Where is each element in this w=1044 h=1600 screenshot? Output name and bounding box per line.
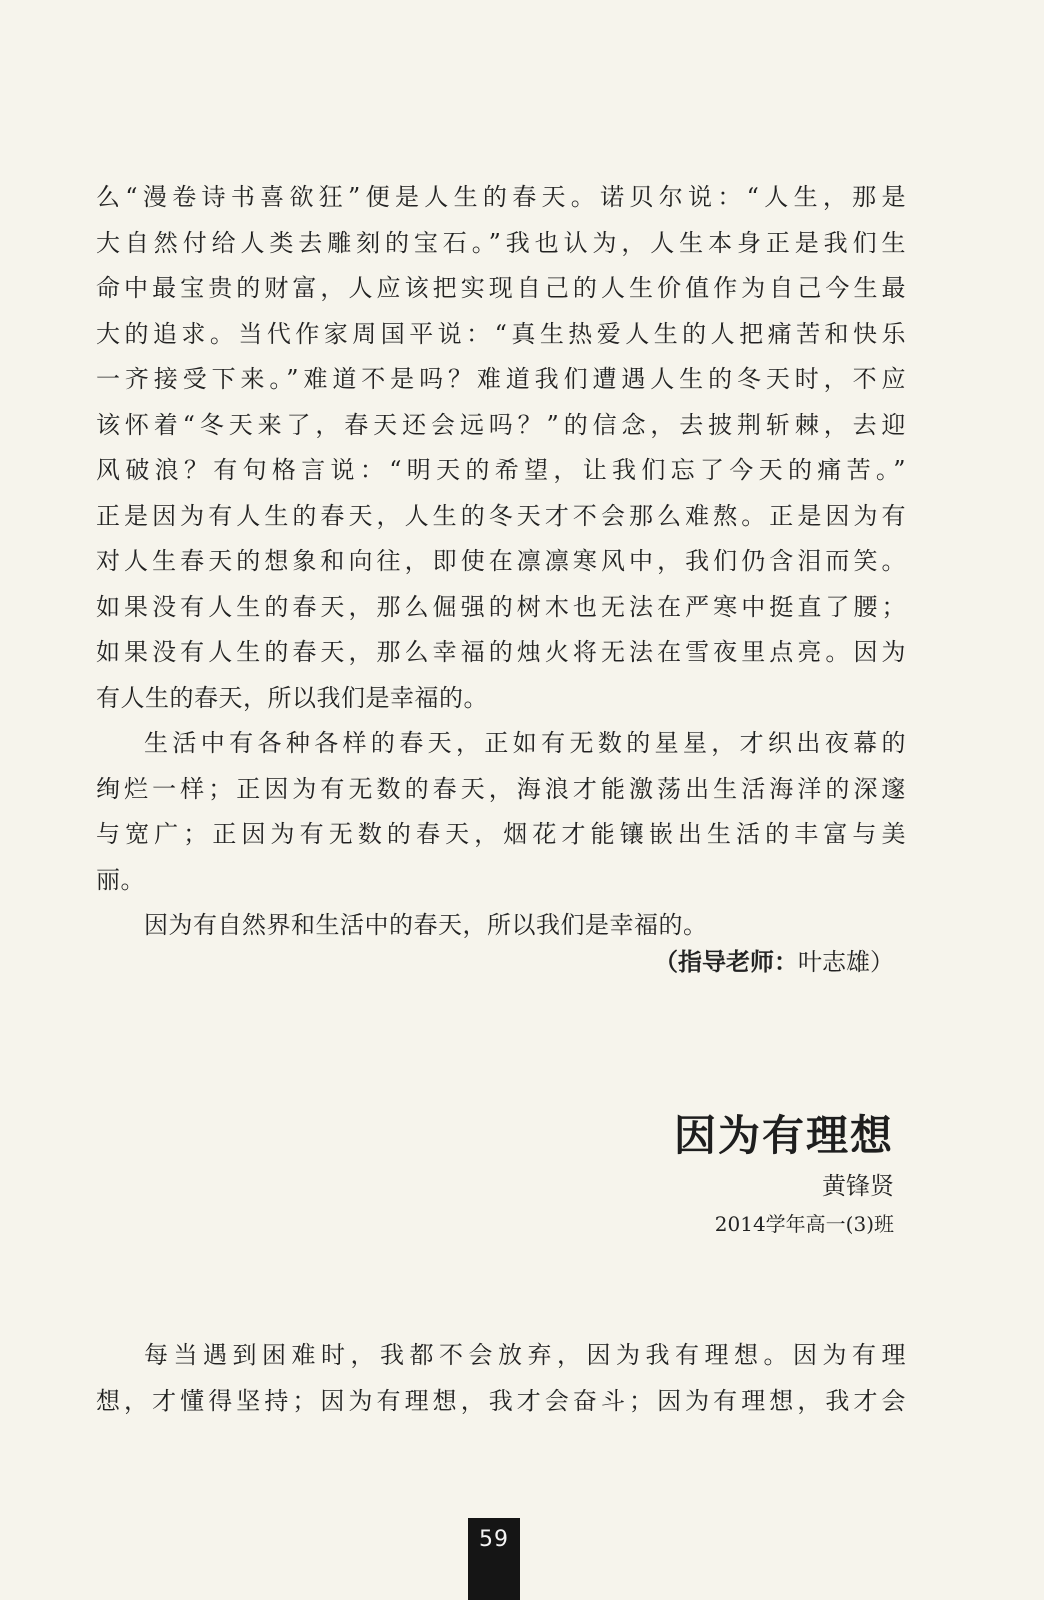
advisor-name: 叶志雄） bbox=[798, 948, 894, 976]
text-line: 绚烂一样；正因为有无数的春天，海浪才能激荡出生活海洋的深邃 bbox=[96, 774, 906, 803]
text-line: 想，才懂得坚持；因为有理想，我才会奋斗；因为有理想，我才会 bbox=[96, 1386, 906, 1415]
text-line: 丽。 bbox=[96, 865, 145, 894]
text-line: 大自然付给人类去雕刻的宝石。”我也认为，人生本身正是我们生 bbox=[96, 228, 906, 257]
text-line: 么“漫卷诗书喜欲狂”便是人生的春天。诺贝尔说：“人生，那是 bbox=[96, 183, 906, 211]
author-class: 2014学年高一(3)班 bbox=[714, 1212, 894, 1236]
text-line: 如果没有人生的春天，那么幸福的烛火将无法在雪夜里点亮。因为 bbox=[96, 638, 906, 666]
page-number: 59 bbox=[468, 1518, 520, 1600]
text-line: 每当遇到困难时，我都不会放弃，因为我有理想。因为有理 bbox=[144, 1341, 906, 1369]
article-author: 黄锋贤 bbox=[822, 1172, 894, 1200]
advisor-label: （指导老师： bbox=[654, 948, 798, 976]
text-line: 如果没有人生的春天，那么倔强的树木也无法在严寒中挺直了腰； bbox=[96, 592, 906, 621]
text-line: 该怀着“冬天来了，春天还会远吗？”的信念，去披荆斩棘，去迎 bbox=[96, 410, 906, 439]
text-line: 正是因为有人生的春天，人生的冬天才不会那么难熬。正是因为有 bbox=[96, 501, 906, 530]
text-line: 与宽广；正因为有无数的春天，烟花才能镶嵌出生活的丰富与美 bbox=[96, 820, 906, 848]
article-body-text bbox=[96, 1333, 906, 1424]
text-line: 大的追求。当代作家周国平说：“真生热爱人生的人把痛苦和快乐 bbox=[96, 319, 906, 348]
text-line: 风破浪？有句格言说：“明天的希望，让我们忘了今天的痛苦。” bbox=[96, 456, 906, 484]
article-header bbox=[674, 1110, 894, 1240]
advisor-credit bbox=[654, 940, 894, 985]
text-line: 因为有自然界和生活中的春天，所以我们是幸福的。 bbox=[144, 911, 708, 939]
text-line: 生活中有各种各样的春天，正如有无数的星星，才织出夜幕的 bbox=[144, 729, 906, 757]
essay-end-text bbox=[96, 175, 906, 949]
text-line: 对人生春天的想象和向往，即使在凛凛寒风中，我们仍含泪而笑。 bbox=[96, 547, 906, 575]
text-line: 一齐接受下来。”难道不是吗？难道我们遭遇人生的冬天时，不应 bbox=[96, 365, 906, 393]
text-line: 有人生的春天，所以我们是幸福的。 bbox=[96, 683, 488, 712]
article-title: 因为有理想 bbox=[673, 1111, 894, 1160]
text-line: 命中最宝贵的财富，人应该把实现自己的人生价值作为自己今生最 bbox=[96, 274, 906, 302]
